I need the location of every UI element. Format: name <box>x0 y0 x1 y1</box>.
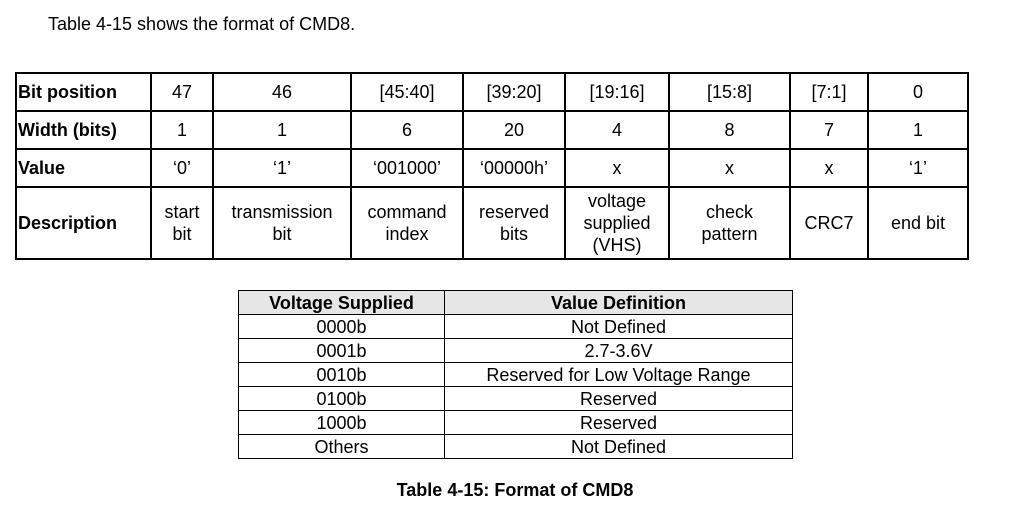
cell-line: end bit <box>890 213 946 233</box>
table-cell: 46 <box>213 73 351 111</box>
cell-line: voltage <box>587 191 647 211</box>
value-row <box>16 149 968 187</box>
table-cell: x <box>790 149 868 187</box>
table-cell: 0001b <box>239 339 445 363</box>
cell-line: supplied <box>583 213 651 233</box>
table-cell: 0 <box>868 73 968 111</box>
table-row <box>239 363 793 387</box>
table-cell: Not Defined <box>445 315 793 339</box>
table-cell: 0010b <box>239 363 445 387</box>
table-row <box>239 315 793 339</box>
cell-line: index <box>385 224 429 244</box>
table-cell: x <box>669 149 790 187</box>
row-header: Width (bits) <box>16 111 151 149</box>
table-cell: 47 <box>151 73 213 111</box>
table-cell: 1 <box>868 111 968 149</box>
table-cell <box>790 187 868 259</box>
table-cell: 6 <box>351 111 463 149</box>
table-row <box>239 411 793 435</box>
table-header-row <box>239 291 793 315</box>
table-cell <box>669 187 790 259</box>
table-cell: 0100b <box>239 387 445 411</box>
cell-line: reserved <box>478 202 550 222</box>
column-header: Voltage Supplied <box>239 291 445 315</box>
table-cell: 7 <box>790 111 868 149</box>
cmd8-format-table <box>15 72 969 260</box>
table-cell: 20 <box>463 111 565 149</box>
bit-position-row <box>16 73 968 111</box>
cell-line: CRC7 <box>804 213 854 233</box>
table-cell: ‘0’ <box>151 149 213 187</box>
table-cell <box>351 187 463 259</box>
table-cell: 8 <box>669 111 790 149</box>
cell-line: transmission <box>231 202 333 222</box>
table-cell <box>565 187 669 259</box>
table-cell: [45:40] <box>351 73 463 111</box>
cell-line: check <box>705 202 754 222</box>
table-cell: 1 <box>213 111 351 149</box>
table-cell: ‘1’ <box>213 149 351 187</box>
table-cell: ‘1’ <box>868 149 968 187</box>
row-header: Value <box>16 149 151 187</box>
table-cell: 1 <box>151 111 213 149</box>
table-cell: [7:1] <box>790 73 868 111</box>
intro-text: Table 4-15 shows the format of CMD8. <box>48 14 356 34</box>
table-row <box>239 339 793 363</box>
cell-line: bit <box>272 224 292 244</box>
table-cell: ‘00000h’ <box>463 149 565 187</box>
table-cell: Reserved <box>445 411 793 435</box>
table-cell: Not Defined <box>445 435 793 459</box>
table-cell <box>868 187 968 259</box>
description-row <box>16 187 968 259</box>
table-cell: 0000b <box>239 315 445 339</box>
table-caption: Table 4-15: Format of CMD8 <box>396 480 634 500</box>
table-cell: 2.7-3.6V <box>445 339 793 363</box>
voltage-supplied-table <box>238 290 793 459</box>
table-cell: ‘001000’ <box>351 149 463 187</box>
table-cell: Reserved <box>445 387 793 411</box>
cell-line: command <box>367 202 447 222</box>
table-cell: 1000b <box>239 411 445 435</box>
table-cell <box>463 187 565 259</box>
width-row <box>16 111 968 149</box>
table-cell: [19:16] <box>565 73 669 111</box>
table-row <box>239 435 793 459</box>
cell-line: start <box>164 202 200 222</box>
column-header: Value Definition <box>445 291 793 315</box>
table-cell <box>151 187 213 259</box>
table-row <box>239 387 793 411</box>
table-cell: Others <box>239 435 445 459</box>
table-cell: [39:20] <box>463 73 565 111</box>
row-header: Bit position <box>16 73 151 111</box>
cell-line: bit <box>172 224 192 244</box>
table-cell <box>213 187 351 259</box>
table-cell: Reserved for Low Voltage Range <box>445 363 793 387</box>
row-header: Description <box>16 187 151 259</box>
cell-line: bits <box>499 224 528 244</box>
table-cell: [15:8] <box>669 73 790 111</box>
cell-line: pattern <box>701 224 758 244</box>
cell-line: (VHS) <box>592 235 642 255</box>
table-cell: 4 <box>565 111 669 149</box>
table-cell: x <box>565 149 669 187</box>
